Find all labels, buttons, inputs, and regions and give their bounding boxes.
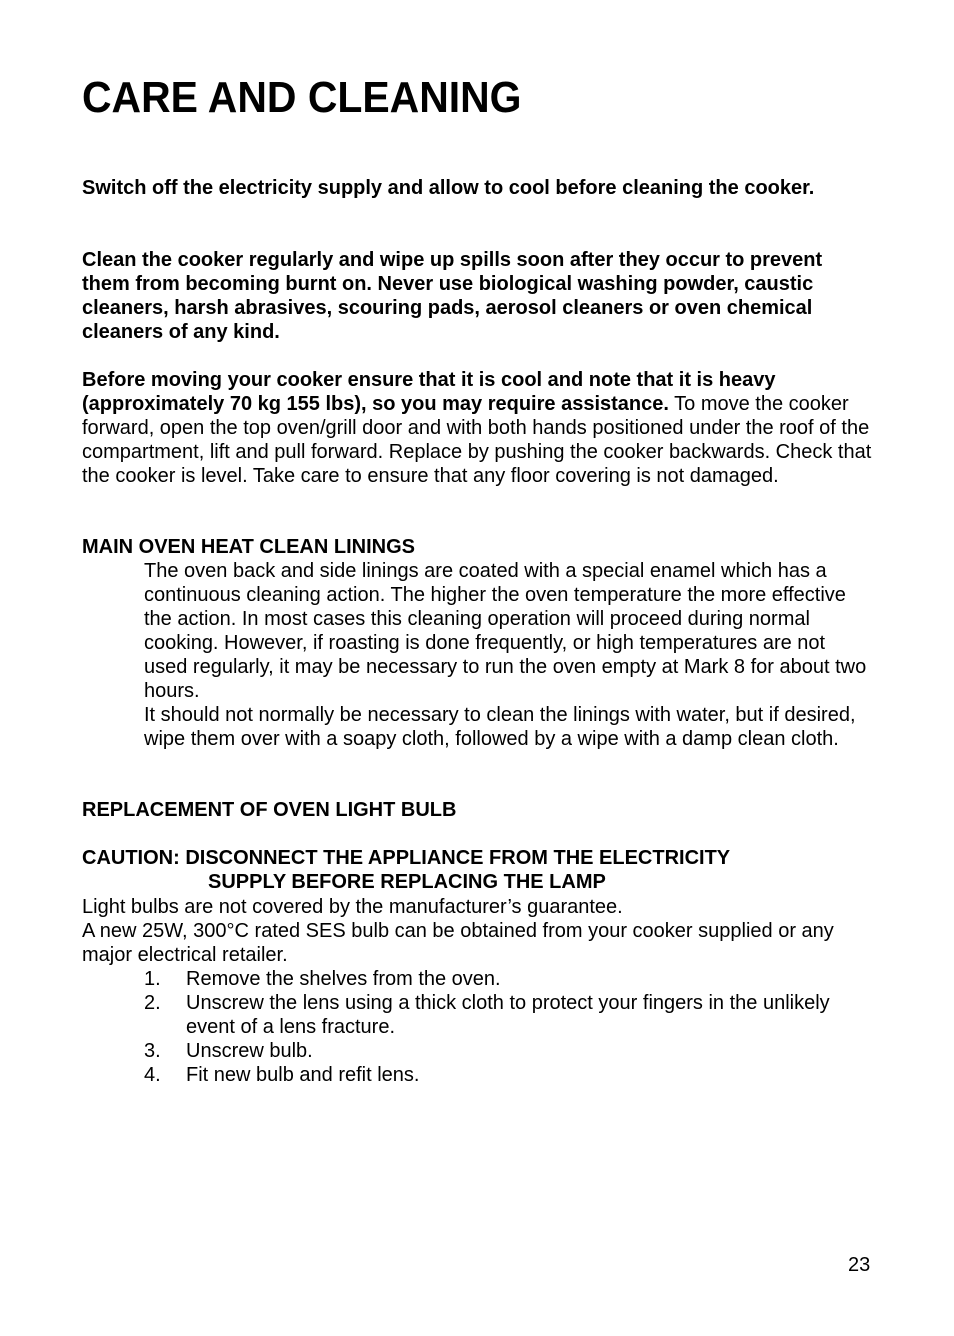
step-text: Unscrew the lens using a thick cloth to protect your fingers in the unlikely event of a lens fracture. [186, 992, 830, 1038]
caution-line-1: CAUTION: DISCONNECT THE APPLIANCE FROM THE ELECTRICITY [82, 847, 731, 869]
bulb-steps-list [144, 967, 872, 1087]
step-number: 1. [144, 968, 161, 990]
heat-clean-heading: MAIN OVEN HEAT CLEAN LININGS [82, 536, 415, 558]
step-number: 3. [144, 1040, 161, 1062]
moving-instructions: To move the cooker forward, open the top oven/grill door and with both hands positioned under the roof of the compartment, lift and pull forward. Replace by pushing the cooker backwards. Check that the cooker is level. Take care to ensure that any floor covering is not damaged. [82, 393, 872, 487]
caution-line-2: SUPPLY BEFORE REPLACING THE LAMP [208, 871, 606, 893]
intro-paragraph-2: Clean the cooker regularly and wipe up spills soon after they occur to prevent them from becoming burnt on. Never use biological washing powder, caustic cleaners, harsh abrasives, scouring pads, aerosol cleaners or oven chemical cleaners of any kind. [82, 249, 823, 343]
page-number: 23 [848, 1254, 871, 1276]
step-text: Remove the shelves from the oven. [186, 968, 501, 990]
intro-paragraph-1: Switch off the electricity supply and allow to cool before cleaning the cooker. [82, 177, 815, 199]
step-text: Unscrew bulb. [186, 1040, 313, 1062]
bulb-heading: REPLACEMENT OF OVEN LIGHT BULB [82, 799, 457, 821]
heat-clean-paragraph-2: It should not normally be necessary to clean the linings with water, but if desired, wipe them over with a soapy cloth, followed by a wipe with a damp clean cloth. [144, 704, 856, 750]
list-item [144, 1063, 872, 1087]
list-item [144, 991, 872, 1039]
intro-paragraph-3 [82, 368, 872, 488]
page-title: CARE AND CLEANING [82, 73, 522, 122]
moving-warning: Before moving your cooker ensure that it is cool and note that it is heavy (approximately 70 kg 155 lbs), so you may require assistance. [82, 369, 776, 415]
caution-notice [82, 846, 872, 894]
step-number: 4. [144, 1064, 161, 1086]
heat-clean-paragraph-1: The oven back and side linings are coated with a special enamel which has a continuous cleaning action. The higher the oven temperature the more effective the action. In most cases this cleaning operation will proceed during normal cooking. However, if roasting is done frequently, or high temperatures are not used regularly, it may be necessary to run the oven empty at Mark 8 for about two hours. [144, 560, 867, 702]
guarantee-note: Light bulbs are not covered by the manufacturer’s guarantee. [82, 896, 623, 918]
step-number: 2. [144, 992, 161, 1014]
list-item [144, 967, 872, 991]
bulb-availability-note: A new 25W, 300°C rated SES bulb can be obtained from your cooker supplied or any major electrical retailer. [82, 920, 834, 966]
step-text: Fit new bulb and refit lens. [186, 1064, 420, 1086]
list-item [144, 1039, 872, 1063]
